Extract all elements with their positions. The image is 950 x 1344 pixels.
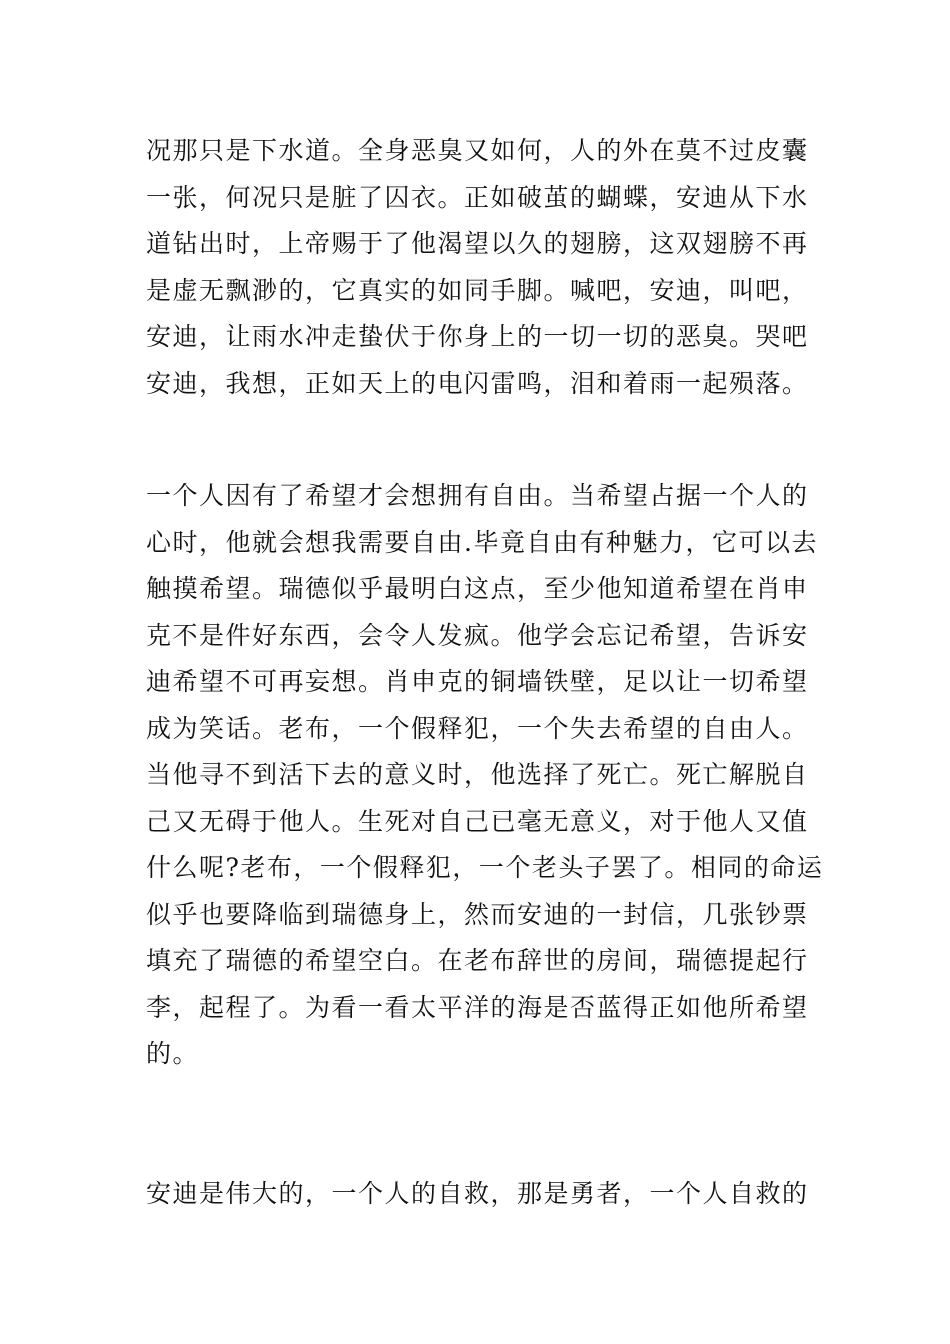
paragraph-line: 心时，他就会想我需要自由.毕竟自由有种魅力，它可以去	[146, 527, 818, 557]
paragraph-line: 克不是件好东西，会令人发疯。他学会忘记希望，告诉安	[146, 620, 809, 650]
paragraph-line: 一个人因有了希望才会想拥有自由。当希望占据一个人的	[146, 481, 809, 510]
paragraph-line: 况那只是下水道。全身恶臭又如何，人的外在莫不过皮囊	[146, 136, 809, 165]
paragraph-line: 己又无碍于他人。生死对自己已毫无意义，对于他人又值	[146, 806, 809, 836]
paragraph-line: 安迪，让雨水冲走蛰伏于你身上的一切一切的恶臭。哭吧	[146, 322, 809, 351]
paragraph-line: 填充了瑞德的希望空白。在老布辞世的房间，瑞德提起行	[146, 946, 809, 975]
paragraph-line: 迪希望不可再妄想。肖申克的铜墙铁壁，足以让一切希望	[146, 667, 809, 696]
paragraph-line: 一张，何况只是脏了囚衣。正如破茧的蝴蝶，安迪从下水	[146, 182, 809, 212]
paragraph-2	[146, 473, 824, 1078]
paragraph-line: 是虚无飘渺的，它真实的如同手脚。喊吧，安迪，叫吧，	[146, 275, 809, 305]
paragraph-line: 道钻出时，上帝赐于了他渴望以久的翅膀，这双翅膀不再	[146, 229, 809, 258]
paragraph-line: 安迪是伟大的，一个人的自救，那是勇者，一个人自救的	[146, 1179, 809, 1208]
paragraph-line: 触摸希望。瑞德似乎最明白这点，至少他知道希望在肖申	[146, 574, 809, 603]
paragraph-3	[146, 1171, 809, 1218]
paragraph-1	[146, 128, 809, 407]
paragraph-line: 安迪，我想，正如天上的电闪雷鸣，泪和着雨一起殒落。	[146, 368, 809, 398]
paragraph-line: 的。	[146, 1039, 200, 1068]
paragraph-line: 当他寻不到活下去的意义时，他选择了死亡。死亡解脱自	[146, 760, 809, 789]
paragraph-line: 似乎也要降临到瑞德身上，然而安迪的一封信，几张钞票	[146, 899, 809, 929]
paragraph-line: 成为笑话。老布，一个假释犯，一个失去希望的自由人。	[146, 713, 809, 743]
paragraph-line: 李，起程了。为看一看太平洋的海是否蓝得正如他所希望	[146, 992, 809, 1022]
paragraph-line: 什么呢?老布，一个假释犯，一个老头子罢了。相同的命运	[146, 853, 824, 882]
